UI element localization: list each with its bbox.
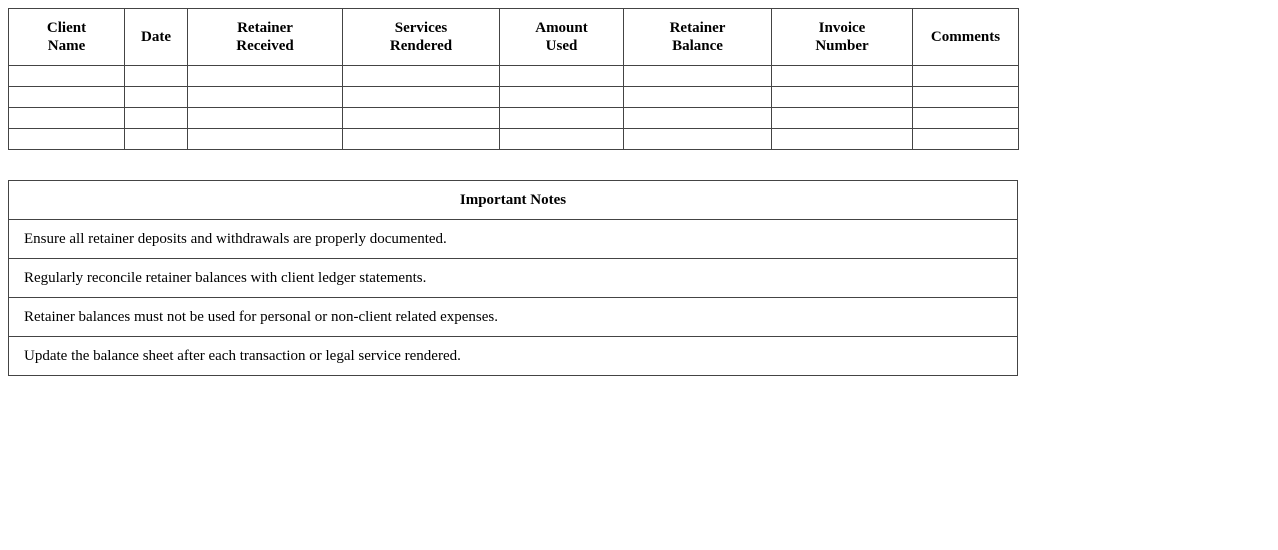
table-row (9, 87, 1019, 108)
cell-services-rendered[interactable] (343, 66, 500, 87)
page-content (8, 8, 1018, 376)
table-row (9, 129, 1019, 150)
retainer-ledger-table (8, 8, 1019, 150)
cell-invoice-number[interactable] (772, 87, 913, 108)
cell-retainer-balance[interactable] (624, 66, 772, 87)
cell-retainer-balance[interactable] (624, 129, 772, 150)
cell-comments[interactable] (913, 87, 1019, 108)
cell-retainer-balance[interactable] (624, 108, 772, 129)
table-header-row (9, 9, 1019, 66)
cell-date[interactable] (125, 108, 188, 129)
cell-invoice-number[interactable] (772, 108, 913, 129)
notes-title: Important Notes (9, 181, 1018, 220)
column-header-date: Date (125, 9, 188, 66)
column-header-amount-used: Amount Used (500, 9, 624, 66)
cell-client-name[interactable] (9, 108, 125, 129)
cell-comments[interactable] (913, 66, 1019, 87)
cell-comments[interactable] (913, 108, 1019, 129)
cell-amount-used[interactable] (500, 108, 624, 129)
cell-amount-used[interactable] (500, 129, 624, 150)
cell-date[interactable] (125, 66, 188, 87)
cell-comments[interactable] (913, 129, 1019, 150)
cell-services-rendered[interactable] (343, 108, 500, 129)
cell-retainer-received[interactable] (188, 129, 343, 150)
cell-amount-used[interactable] (500, 87, 624, 108)
cell-date[interactable] (125, 87, 188, 108)
cell-services-rendered[interactable] (343, 129, 500, 150)
note-item: Ensure all retainer deposits and withdrawals are properly documented. (9, 220, 1018, 259)
cell-amount-used[interactable] (500, 66, 624, 87)
cell-client-name[interactable] (9, 66, 125, 87)
table-row (9, 66, 1019, 87)
cell-retainer-balance[interactable] (624, 87, 772, 108)
cell-client-name[interactable] (9, 87, 125, 108)
cell-services-rendered[interactable] (343, 87, 500, 108)
cell-date[interactable] (125, 129, 188, 150)
cell-retainer-received[interactable] (188, 66, 343, 87)
cell-retainer-received[interactable] (188, 87, 343, 108)
cell-invoice-number[interactable] (772, 129, 913, 150)
cell-retainer-received[interactable] (188, 108, 343, 129)
column-header-services-rendered: Services Rendered (343, 9, 500, 66)
note-item: Retainer balances must not be used for personal or non-client related expenses. (9, 298, 1018, 337)
column-header-retainer-balance: Retainer Balance (624, 9, 772, 66)
table-row (9, 108, 1019, 129)
note-item: Regularly reconcile retainer balances with client ledger statements. (9, 259, 1018, 298)
important-notes-table (8, 180, 1018, 376)
column-header-retainer-received: Retainer Received (188, 9, 343, 66)
cell-invoice-number[interactable] (772, 66, 913, 87)
note-item: Update the balance sheet after each transaction or legal service rendered. (9, 337, 1018, 376)
column-header-invoice-number: Invoice Number (772, 9, 913, 66)
column-header-comments: Comments (913, 9, 1019, 66)
cell-client-name[interactable] (9, 129, 125, 150)
column-header-client-name: Client Name (9, 9, 125, 66)
